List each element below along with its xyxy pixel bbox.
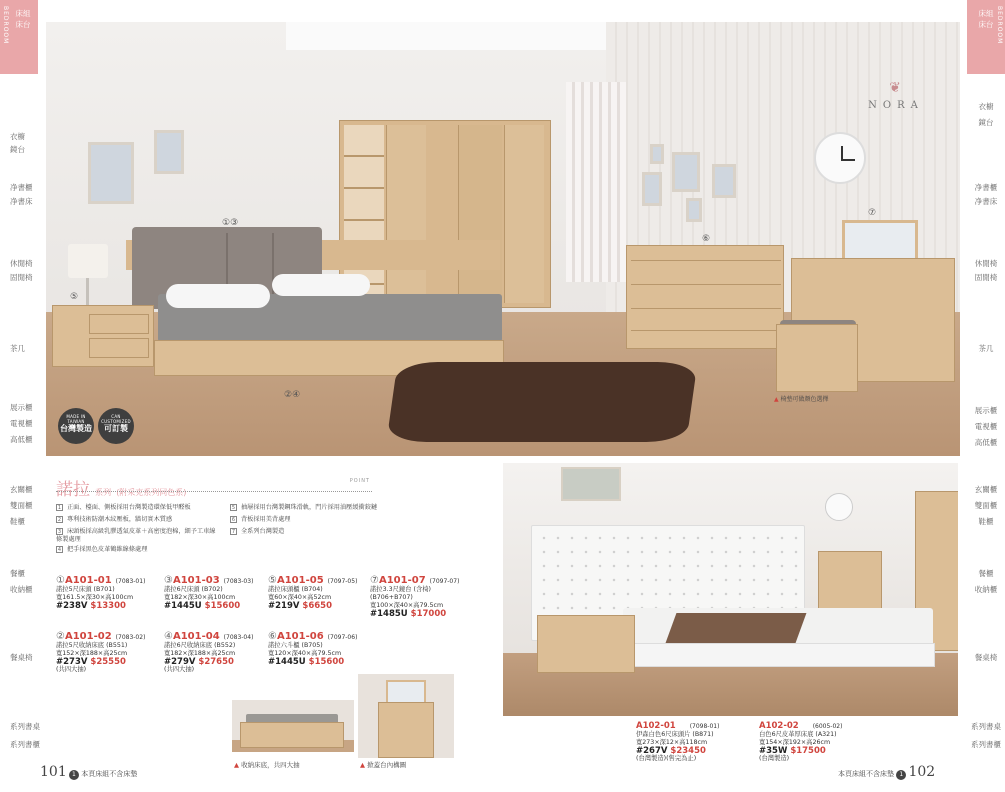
product-price: #273V $25550 (56, 657, 126, 667)
product-note: (台灣製造) (759, 755, 790, 762)
product-name: 諾拉床頭櫃 (B704) (268, 586, 323, 593)
category-tab[interactable]: 展示櫃 (974, 406, 998, 415)
vanity-stool (776, 324, 858, 392)
product-code: ③A101-03 (7083-03) (164, 575, 254, 586)
category-tab[interactable]: 雙面櫃 (10, 501, 33, 510)
product-size: 寬120×深40×高79.5cm (268, 650, 342, 657)
item-label: ⑦ (868, 208, 877, 218)
category-tab[interactable]: 餐櫃 (978, 569, 994, 578)
left-active-tab[interactable] (0, 0, 38, 74)
product-size: 寬60×深40×高52cm (268, 594, 332, 601)
pillow (272, 274, 370, 296)
footer-note-left: 本頁床組不含床墊 (81, 770, 138, 778)
left-side-index (0, 0, 38, 792)
product-price: #35W $17500 (759, 746, 826, 756)
product-size: 寬182×深30×高100cm (164, 594, 236, 601)
category-tab[interactable]: 固閒椅 (974, 273, 998, 282)
series-title-text: 諾拉 (56, 480, 90, 500)
left-active-tab-label: 床組 床台 (15, 9, 31, 29)
vanity-interior-thumbnail (358, 674, 454, 758)
product-code: ⑥A101-06 (7097-06) (268, 631, 358, 642)
right-active-tab-label: 床組 床台 (978, 9, 994, 29)
feature-item: 4 把手採黑色皮革鶴維線條處理 (57, 546, 148, 553)
product-code: ①A101-01 (7083-01) (56, 575, 146, 586)
wall-picture (154, 130, 184, 174)
product-price: #238V $13300 (56, 601, 126, 611)
product-note: (台灣製造)(售完為止) (636, 755, 697, 762)
product-name: 諾拉3.3尺鏡台 (含椅) (370, 586, 432, 593)
category-tab[interactable]: 餐櫃 (10, 569, 25, 578)
made-in-taiwan-badge: MADE IN TAIWAN 台灣製造 (58, 408, 94, 444)
right-active-tab[interactable] (967, 0, 1005, 74)
category-tab[interactable]: 餐桌椅 (974, 653, 998, 662)
category-tab[interactable]: 收納櫃 (974, 585, 998, 594)
item-label: ⑤ (70, 292, 79, 302)
product-size: 寬161.5×深30×高100cm (56, 594, 134, 601)
wall-picture (88, 142, 134, 204)
category-tab[interactable]: 鏡台 (10, 145, 25, 154)
triangle-icon: ▲ (360, 761, 365, 769)
category-tab[interactable]: 餐桌椅 (10, 653, 33, 662)
product-name: 諾拉6尺床頭 (B702) (164, 586, 223, 593)
white-bed-base (619, 643, 935, 667)
product-name-2: (B706+B707) (370, 594, 413, 601)
product-size: 寬182×深188×高25cm (164, 650, 236, 657)
product-name: 諾拉6尺收納床底 (B552) (164, 642, 236, 649)
footer-note-right: 本頁床組不含床墊 (838, 770, 894, 778)
wall-clock (825, 493, 853, 521)
product-size: 寬100×深40×高79.5cm (370, 602, 444, 609)
thumbnail-caption: ▲ 掀蓋台內構圖 (360, 761, 407, 769)
bed-throw (666, 613, 807, 643)
item-label: ②④ (284, 390, 301, 400)
series-title (56, 475, 372, 500)
pillow (166, 284, 270, 308)
product-size: 寬152×深188×高25cm (56, 650, 128, 657)
footer-right (838, 764, 935, 780)
wall-picture (672, 152, 700, 192)
wall-picture (650, 144, 664, 164)
divider (56, 491, 372, 492)
product-price: #1445U $15600 (268, 657, 345, 667)
category-tab[interactable]: 衣櫥 (10, 132, 25, 141)
category-tab[interactable]: 展示櫃 (10, 403, 33, 412)
triangle-icon: ▲ (774, 396, 779, 403)
hero-bedroom-photo (46, 22, 960, 456)
left-vertical-label: BEDROOM (2, 6, 9, 45)
product-code: ④A101-04 (7083-04) (164, 631, 254, 642)
table-lamp (68, 244, 108, 278)
product-code: ⑦A101-07 (7097-07) (370, 575, 460, 586)
category-tab[interactable]: 系列書櫃 (971, 740, 1001, 749)
item-label: ⑥ (702, 234, 711, 244)
item-label: ①③ (222, 218, 239, 228)
category-tab[interactable]: 電視櫃 (10, 419, 33, 428)
ornament-icon: ❦ (889, 80, 903, 96)
cushion-caption: ▲ 椅墊可做顏色選擇 (774, 396, 829, 403)
category-tab[interactable]: 電視櫃 (974, 422, 998, 431)
category-tab[interactable]: 系列書桌 (971, 722, 1001, 731)
wall-picture (642, 172, 662, 206)
category-tab[interactable]: 衣櫥 (978, 102, 994, 111)
product-item (56, 577, 160, 610)
product-code: ⑤A101-05 (7097-05) (268, 575, 358, 586)
feature-item: 3 床頭板採高級乳膠透氣皮革＋高密度泡棉，細予工車線條製處理 (56, 528, 216, 543)
circled-number: 1 (896, 770, 906, 780)
product-item (268, 633, 372, 666)
feature-item: 7 全系列台灣製造 (231, 528, 285, 535)
category-tab[interactable]: 固閒椅 (10, 273, 33, 282)
series-tag (846, 80, 946, 111)
product-size: 寬154×深192×高26cm (759, 739, 831, 746)
nightstand (52, 305, 154, 367)
category-tab[interactable]: 休閒椅 (974, 259, 998, 268)
product-price: #219V $6650 (268, 601, 332, 611)
page-number-right: 102 (908, 764, 936, 780)
category-tab[interactable]: 系列書櫃 (10, 740, 40, 749)
category-tab[interactable]: 系列書桌 (10, 722, 40, 731)
category-tab[interactable]: 高低櫃 (10, 435, 33, 444)
wall-clock (814, 132, 866, 184)
page-number-left: 101 (40, 764, 67, 780)
category-tab[interactable]: 收納櫃 (10, 585, 33, 594)
series-title-suffix: 系列 (95, 488, 112, 497)
product-item (268, 577, 372, 610)
product-item (164, 633, 268, 674)
triangle-icon: ▲ (234, 761, 239, 769)
category-tab[interactable]: 茶几 (978, 344, 994, 353)
feature-item: 1 正面、檯面、側板採用台灣製造環保低甲醛板 (57, 504, 191, 511)
wall-picture (686, 198, 702, 222)
rug (386, 362, 697, 442)
point-label: POINT (349, 478, 370, 484)
feature-item: 2 專利技術防潮木紋壓板，牆切實木質感 (57, 516, 173, 523)
circled-number: 1 (69, 770, 79, 780)
right-side-index (967, 0, 1005, 792)
category-tab[interactable]: 休閒椅 (10, 259, 33, 268)
product-name: 諾拉5尺收納床底 (B551) (56, 642, 128, 649)
product-code: A102-01 (7098-01) (636, 721, 720, 731)
product-name: 白色6尺皮革厚床底 (A321) (759, 731, 837, 738)
feature-item: 6 背板採用美背處理 (231, 516, 291, 523)
product-name: 伊森白色6尺床頭片 (B871) (636, 731, 714, 738)
product-price: #1485U $17000 (370, 609, 447, 619)
series-name: NORA (868, 100, 924, 111)
category-tab[interactable]: 净書櫃 (10, 183, 33, 192)
product-code: ②A101-02 (7083-02) (56, 631, 146, 642)
product-price: #267V $23450 (636, 746, 706, 756)
white-bed-photo (503, 463, 958, 716)
category-tab[interactable]: 雙面櫃 (974, 501, 998, 510)
wall-picture (712, 164, 736, 198)
series-subtitle: (附采克系列同色系) (116, 488, 187, 497)
thumbnail-caption: ▲ 收納床底，共四大抽 (234, 761, 300, 769)
category-tab[interactable]: 鞋櫃 (10, 517, 25, 526)
product-note: (共四大抽) (164, 666, 195, 673)
product-item (370, 577, 474, 618)
category-tab[interactable]: 净書櫃 (974, 183, 998, 192)
wall-picture (561, 467, 621, 501)
product-name: 諾拉5尺床頭 (B701) (56, 586, 115, 593)
category-tab[interactable]: 净書床 (10, 197, 33, 206)
category-tab[interactable]: 鏡台 (978, 118, 994, 127)
feature-item: 5 抽屜採用台灣製鋼珠滑軌，門片採用油壓緩衝鉸鏈 (231, 504, 378, 511)
category-tab[interactable]: 高低櫃 (974, 438, 998, 447)
product-item (636, 722, 754, 763)
category-tab[interactable]: 玄關櫃 (974, 485, 998, 494)
product-item (56, 633, 160, 674)
product-name: 諾拉六斗櫃 (B705) (268, 642, 323, 649)
curtain (566, 82, 626, 282)
product-note: (共四大抽) (56, 666, 87, 673)
product-price: #279V $27650 (164, 657, 234, 667)
product-size: 寬273×深12×高118cm (636, 739, 708, 746)
category-tab[interactable]: 玄關櫃 (10, 485, 33, 494)
product-code: A102-02 (6005-02) (759, 721, 843, 731)
six-drawer-chest (626, 245, 784, 349)
storage-base-thumbnail (232, 700, 354, 752)
customizable-badge: CAN CUSTOMIZED 可訂製 (98, 408, 134, 444)
wardrobe (339, 120, 551, 308)
product-price: #1445U $15600 (164, 601, 241, 611)
category-tab[interactable]: 茶几 (10, 344, 25, 353)
product-item (759, 722, 877, 763)
category-tab[interactable]: 净書床 (974, 197, 998, 206)
right-vertical-label: BEDROOM (996, 6, 1003, 45)
nightstand (537, 615, 635, 673)
category-tab[interactable]: 鞋櫃 (978, 517, 994, 526)
chest (818, 551, 882, 609)
footer-left (40, 764, 137, 780)
product-item (164, 577, 268, 610)
